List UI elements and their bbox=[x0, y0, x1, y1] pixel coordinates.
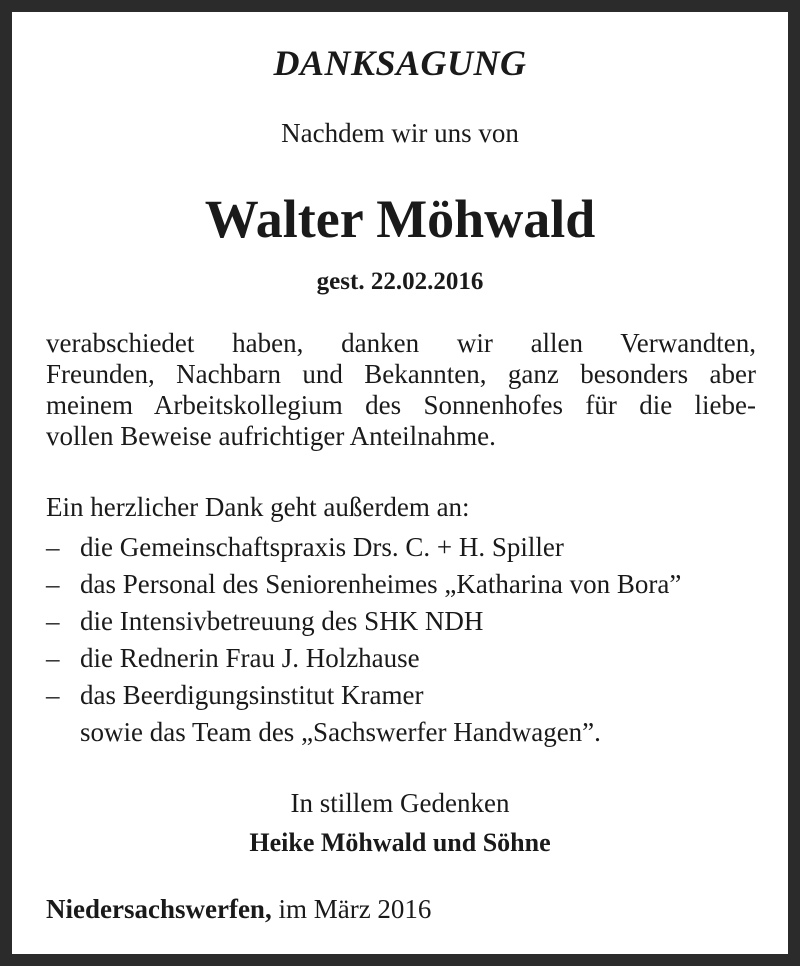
list-item bbox=[46, 569, 766, 606]
list-dash: – bbox=[46, 643, 60, 673]
list-continuation bbox=[46, 717, 766, 754]
list-item bbox=[46, 680, 766, 717]
thanks-intro: Ein herzlicher Dank geht außerdem an: bbox=[46, 492, 470, 522]
death-date: gest. 22.02.2016 bbox=[316, 268, 484, 295]
intro-text: Nachdem wir uns von bbox=[281, 118, 519, 148]
notice-heading: DANKSAGUNG bbox=[273, 43, 527, 83]
date-text: im März 2016 bbox=[271, 894, 432, 924]
thanks-list bbox=[46, 532, 766, 754]
list-continuation-text: sowie das Team des „Sachswerfer Handwagen”. bbox=[80, 717, 601, 747]
paragraph-line: verabschiedet haben, danken wir allen Verwandten, bbox=[46, 328, 756, 358]
deceased-name: Walter Möhwald bbox=[204, 189, 596, 249]
closing-text: In stillem Gedenken bbox=[290, 788, 510, 818]
list-item-text: die Rednerin Frau J. Holzhause bbox=[80, 643, 420, 673]
list-dash: – bbox=[46, 606, 60, 636]
list-item bbox=[46, 606, 766, 643]
signature: Heike Möhwald und Söhne bbox=[249, 828, 551, 857]
list-dash: – bbox=[46, 569, 60, 599]
paragraph-line: vollen Beweise aufrichtiger Anteilnahme. bbox=[46, 421, 496, 451]
list-item-text: das Beerdigungsinstitut Kramer bbox=[80, 680, 424, 710]
paragraph-line: meinem Arbeitskollegium des Sonnenhofes für die liebe- bbox=[46, 390, 756, 420]
place-date-line bbox=[46, 894, 431, 925]
thanks-paragraph bbox=[46, 328, 756, 452]
list-item-text: die Intensivbetreuung des SHK NDH bbox=[80, 606, 484, 636]
list-item bbox=[46, 532, 766, 569]
list-item-text: die Gemeinschaftspraxis Drs. C. + H. Spiller bbox=[80, 532, 564, 562]
list-dash: – bbox=[46, 680, 60, 710]
place-name: Niedersachswerfen, bbox=[46, 894, 272, 924]
list-item-text: das Personal des Seniorenheimes „Katharina von Bora” bbox=[80, 569, 682, 599]
list-dash: – bbox=[46, 532, 60, 562]
list-item bbox=[46, 643, 766, 680]
paragraph-line: Freunden, Nachbarn und Bekannten, ganz besonders aber bbox=[46, 359, 756, 389]
